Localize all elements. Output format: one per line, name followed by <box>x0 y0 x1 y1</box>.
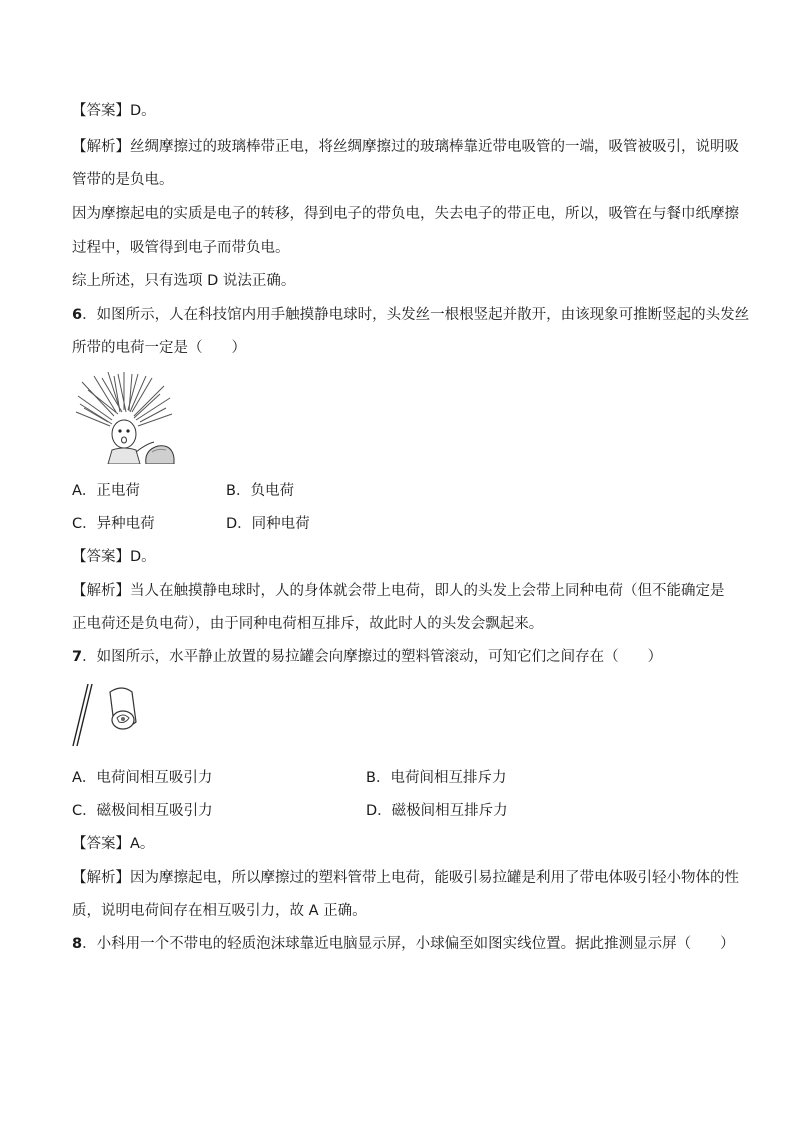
q6-option-a: A．正电荷 <box>72 483 140 499</box>
q5-analysis-line-1: 【解析】丝绸摩擦过的玻璃棒带正电，将丝绸摩擦过的玻璃棒靠近带电吸管的一端，吸管被吸引，说明吸 <box>72 139 739 155</box>
q6-answer: 【答案】D。 <box>72 549 156 565</box>
q7-analysis-line-1: 【解析】因为摩擦起电，所以摩擦过的塑料管带上电荷，能吸引易拉罐是利用了带电体吸引轻小物体的性 <box>72 870 739 886</box>
q7-option-c: C．磁极间相互吸引力 <box>72 803 213 819</box>
q6-analysis-line-1: 【解析】当人在触摸静电球时，人的身体就会带上电荷，即人的头发上会带上同种电荷（但不能确定是 <box>72 583 725 599</box>
q5-analysis-line-5: 综上所述，只有选项 D 说法正确。 <box>72 273 296 289</box>
q6-analysis-line-2: 正电荷还是负电荷），由于同种电荷相互排斥，故此时人的头发会飘起来。 <box>72 616 544 632</box>
q6-option-b: B．负电荷 <box>226 483 294 499</box>
static-hair-figure <box>74 372 184 464</box>
q7-stem-line-1 <box>72 647 662 667</box>
q6-stem-text: ．如图所示，人在科技馆内用手触摸静电球时，头发丝一根根竖起并散开，由该现象可推断竖起的头发丝 <box>82 307 750 323</box>
q6-option-d: D．同种电荷 <box>226 516 310 532</box>
q8-number: 8 <box>72 936 83 952</box>
q7-analysis-line-2: 质，说明电荷间存在相互吸引力，故 A 正确。 <box>72 903 367 919</box>
q7-stem-text: ．如图所示，水平静止放置的易拉罐会向摩擦过的塑料管滚动，可知它们之间存在（ ） <box>82 649 663 665</box>
q5-analysis-line-4: 过程中，吸管得到电子而带负电。 <box>72 240 290 256</box>
q7-option-b: B．电荷间相互排斥力 <box>366 770 507 786</box>
q6-stem-line-1 <box>72 305 749 325</box>
q5-analysis-line-3: 因为摩擦起电的实质是电子的转移，得到电子的带负电，失去电子的带正电，所以，吸管在与餐巾纸摩擦 <box>72 206 739 222</box>
q5-analysis-line-2: 管带的是负电。 <box>72 172 174 188</box>
q8-stem-line-1 <box>72 934 735 954</box>
plastic-tube-and-can-figure <box>70 682 150 752</box>
q6-stem-line-2: 所带的电荷一定是（ ） <box>72 340 246 356</box>
q7-number: 7 <box>72 649 83 665</box>
q7-answer: 【答案】A。 <box>72 836 155 852</box>
q6-option-c: C．异种电荷 <box>72 516 155 532</box>
q6-number: 6 <box>72 307 83 323</box>
q5-answer: 【答案】D。 <box>72 103 156 119</box>
q8-stem-text: ．小科用一个不带电的轻质泡沫球靠近电脑显示屏，小球偏至如图实线位置。据此推测显示屏（ ） <box>82 936 735 952</box>
q7-option-a: A．电荷间相互吸引力 <box>72 770 213 786</box>
q7-option-d: D．磁极间相互排斥力 <box>366 803 508 819</box>
